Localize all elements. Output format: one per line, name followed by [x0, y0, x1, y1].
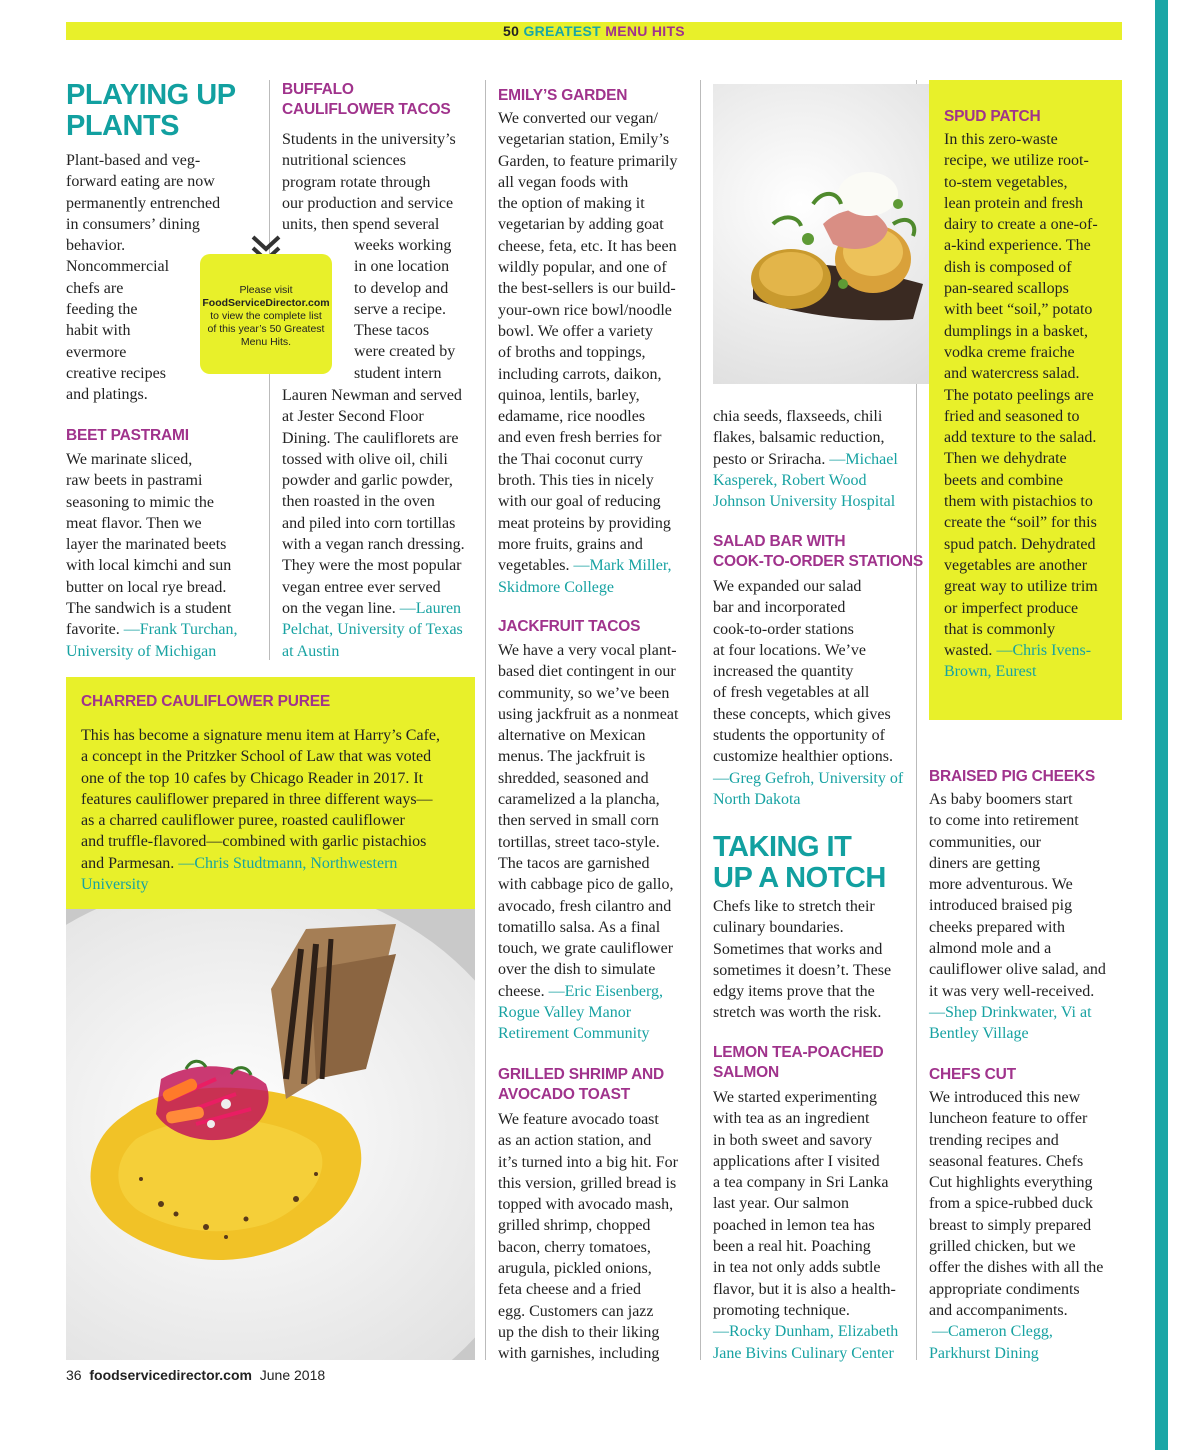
text-line: and even fresh berries for	[498, 429, 662, 447]
text-line: chia seeds, flaxseeds, chili	[713, 408, 883, 425]
text-line: edamame, rice noodles	[498, 408, 646, 426]
text-line: We marinate sliced,	[66, 451, 193, 468]
text-line: last year. Our salmon	[713, 1195, 849, 1213]
text-line: cook-to-order stations	[713, 620, 854, 638]
heading-line: COOK-TO-ORDER STATIONS	[713, 553, 924, 570]
beet-pastrami-text	[66, 449, 266, 662]
text-line: In this zero-waste	[944, 131, 1058, 148]
text-line: it’s turned into a big hit. For	[498, 1153, 678, 1171]
buffalo-text-narrow	[354, 235, 482, 384]
credit: Skidmore College	[498, 578, 614, 596]
heading-jackfruit-tacos: JACKFRUIT TACOS	[498, 618, 641, 635]
text-line: wildly popular, and one of	[498, 259, 667, 277]
text-line: beets and combine	[944, 471, 1064, 489]
taking-it-up-intro-text	[713, 896, 913, 1024]
column-divider	[700, 80, 701, 1360]
heading-line: CAULIFLOWER TACOS	[282, 101, 451, 118]
text-line: appropriate condiments	[929, 1280, 1080, 1298]
text-line: vegetarian station, Emily’s	[498, 131, 670, 149]
edge-stripe	[1155, 0, 1168, 1450]
text-line: forward eating are now	[66, 173, 215, 191]
text-line: chefs are	[66, 279, 124, 297]
text-line: bar and incorporated	[713, 599, 846, 617]
text-line: weeks working	[354, 237, 452, 254]
text-line: vegan entree ever served	[282, 578, 441, 596]
text-line: avocado, fresh cilantro and	[498, 897, 672, 915]
text-line: permanently entrenched	[66, 194, 221, 212]
credit: Bentley Village	[929, 1025, 1029, 1043]
text-line: this version, grilled bread is	[498, 1174, 677, 1192]
credit: —Chris Studtmann, Northwestern	[178, 854, 398, 872]
text-line: They were the most popular	[282, 557, 462, 575]
text-line: vegetarian by adding goat	[498, 216, 664, 234]
text-line: cheese, feta, etc. It has been	[498, 237, 677, 255]
text-line: The sandwich is a student	[66, 600, 232, 618]
heading-beet-pastrami: BEET PASTRAMI	[66, 427, 189, 444]
text-span: and Parmesan.	[81, 854, 175, 872]
title-line: TAKING IT	[713, 831, 852, 863]
text-line: these concepts, which gives	[713, 705, 891, 723]
text-line: with a vegan ranch dressing.	[282, 536, 465, 554]
text-line: all vegan foods with	[498, 173, 629, 191]
text-line: We started experimenting	[713, 1089, 877, 1106]
text-line: and watercress salad.	[944, 365, 1080, 383]
text-line: dish is composed of	[944, 258, 1072, 276]
text-line: topped with avocado mash,	[498, 1196, 674, 1214]
text-line: These tacos	[354, 322, 430, 340]
text-line: edgy items prove that the	[713, 983, 875, 1001]
text-line: meat flavor. Then we	[66, 514, 202, 532]
text-line: or imperfect produce	[944, 599, 1079, 617]
credit: —Cameron Clegg,	[932, 1323, 1053, 1341]
text-line: shredded, seasoned and	[498, 769, 649, 787]
credit: University	[81, 876, 149, 894]
text-line: using jackfruit as a nonmeat	[498, 705, 679, 723]
heading-spud-patch: SPUD PATCH	[944, 108, 1041, 125]
text-line: units, then spend several	[282, 216, 440, 234]
credit: Kasperek, Robert Wood	[713, 471, 867, 489]
text-line: communities, our	[929, 833, 1041, 851]
text-line	[282, 598, 482, 619]
website-link[interactable]: FoodServiceDirector.com	[202, 297, 330, 309]
text-line: grilled chicken, but we	[929, 1238, 1076, 1256]
text-line: Noncommercial	[66, 258, 170, 276]
text-line: Cut highlights everything	[929, 1174, 1093, 1192]
title-line: PLANTS	[66, 110, 179, 142]
text-line: it was very well-received.	[929, 982, 1095, 1000]
heading-line: BUFFALO	[282, 81, 354, 98]
text-line: with our goal of reducing	[498, 493, 661, 511]
heading-line: GRILLED SHRIMP AND	[498, 1066, 665, 1083]
text-line: to-stem vegetables,	[944, 173, 1068, 191]
credit: Johnson University Hospital	[713, 493, 896, 511]
text-line: your-own rice bowl/noodle	[498, 301, 672, 319]
text-line: over the dish to simulate	[498, 961, 656, 979]
text-line: trending recipes and	[929, 1131, 1059, 1149]
text-line: Chefs like to stretch their	[713, 898, 875, 915]
credit: Rogue Valley Manor	[498, 1004, 632, 1022]
banner-menu-hits: MENU HITS	[605, 23, 685, 39]
text-line: dumplings in a basket,	[944, 322, 1088, 340]
text-line: raw beets in pastrami	[66, 472, 203, 490]
cauliflower-puree-photo	[66, 909, 475, 1360]
text-line: introduced braised pig	[929, 897, 1073, 915]
text-line: creative recipes	[66, 364, 166, 382]
text-line: a-kind experience. The	[944, 237, 1091, 255]
heading-emilys-garden: EMILY’S GARDEN	[498, 87, 628, 104]
text-line: applications after I visited	[713, 1152, 880, 1170]
callout-line: of this year’s 50 Greatest	[207, 323, 325, 335]
text-line: butter on local rye bread.	[66, 578, 227, 596]
text-line: nutritional sciences	[282, 152, 406, 170]
text-line: Lauren Newman and served	[282, 387, 462, 404]
text-line: up the dish to their liking	[498, 1323, 660, 1341]
section-banner	[66, 22, 1122, 40]
text-line: were created by	[354, 343, 456, 361]
text-span: favorite.	[66, 621, 120, 639]
credit: Brown, Eurest	[944, 663, 1037, 681]
banner-greatest: GREATEST	[523, 23, 602, 39]
text-line: seasonal features. Chefs	[929, 1152, 1084, 1170]
text-line: as an action station, and	[498, 1132, 652, 1150]
charred-cauliflower-text	[81, 725, 466, 895]
text-line: at Jester Second Floor	[282, 408, 424, 426]
text-line: The tacos are garnished	[498, 854, 650, 872]
text-line: arugula, pickled onions,	[498, 1260, 652, 1278]
text-line: pan-seared scallops	[944, 280, 1069, 298]
text-line: them with pistachios to	[944, 493, 1093, 511]
text-line: based diet contingent in our	[498, 663, 676, 681]
text-line: feta cheese and a fried	[498, 1281, 642, 1299]
lemon-tea-salmon-text	[713, 1087, 913, 1364]
text-line: more fruits, grains and	[498, 535, 643, 553]
text-line: one of the top 10 cafes by Chicago Reader in 2017. It	[81, 769, 424, 787]
text-line: and platings.	[66, 386, 148, 404]
text-line: the best-sellers is our build-	[498, 280, 676, 298]
text-line: dairy to create a one-of-	[944, 216, 1098, 234]
text-line: the Thai coconut curry	[498, 450, 643, 468]
credit: —Frank Turchan,	[123, 621, 238, 639]
text-line: in consumers’ dining	[66, 215, 200, 233]
jackfruit-tacos-text	[498, 640, 698, 1045]
visit-website-callout	[200, 254, 332, 374]
text-line: caramelized a la plancha,	[498, 791, 660, 809]
salad-bar-text	[713, 576, 913, 810]
text-line: community, so we’ve been	[498, 684, 670, 702]
text-line: with local kimchi and sun	[66, 557, 232, 575]
credit: —Lauren	[399, 599, 462, 617]
grilled-shrimp-continued-text	[713, 406, 913, 512]
text-line: feeding the	[66, 301, 138, 319]
text-line: The potato peelings are	[944, 386, 1094, 404]
heading-line: AVOCADO TOAST	[498, 1086, 631, 1103]
credit: —Eric Eisenberg,	[548, 982, 663, 1000]
braised-pig-cheeks-text	[929, 789, 1124, 1045]
text-line: a tea company in Sri Lanka	[713, 1174, 889, 1192]
column-divider	[485, 80, 486, 1360]
text-line: from a spice-rubbed duck	[929, 1195, 1093, 1213]
heading-grilled-shrimp-avocado-toast	[498, 1065, 664, 1105]
text-line: student intern	[354, 364, 442, 382]
text-line: Sometimes that works and	[713, 940, 883, 958]
text-line: We converted our vegan/	[498, 110, 658, 127]
text-line: with cabbage pico de gallo,	[498, 876, 674, 894]
text-line: spud patch. Dehydrated	[944, 535, 1096, 553]
text-line: with beet “soil,” potato	[944, 301, 1093, 319]
text-line: breast to simply prepared	[929, 1216, 1092, 1234]
buffalo-text-bottom	[282, 385, 482, 662]
text-line: tomatillo salsa. As a final	[498, 918, 661, 936]
credit: Jane Bivins Culinary Center	[713, 1344, 894, 1362]
text-line: culinary boundaries.	[713, 919, 844, 937]
text-span: cheese.	[498, 982, 545, 1000]
text-line: stretch was worth the risk.	[713, 1004, 882, 1022]
text-line	[498, 555, 698, 576]
credit: —Rocky Dunham, Elizabeth	[713, 1323, 899, 1341]
text-line: in tea not only adds subtle	[713, 1259, 881, 1277]
title-line: UP A NOTCH	[713, 862, 886, 894]
text-line: add texture to the salad.	[944, 429, 1097, 447]
text-line	[713, 449, 913, 470]
page-footer	[66, 1367, 325, 1383]
text-line: We have a very vocal plant-	[498, 642, 677, 659]
buffalo-text-top	[282, 129, 482, 235]
text-line	[944, 640, 1120, 661]
text-line: Students in the university’s	[282, 131, 456, 148]
credit: —Shep Drinkwater, Vi at	[929, 1003, 1092, 1021]
text-line: at four locations. We’ve	[713, 641, 867, 659]
heading-line: SALMON	[713, 1064, 779, 1081]
text-line: diners are getting	[929, 854, 1041, 872]
text-line: evermore	[66, 343, 127, 361]
callout-line: Please visit	[239, 284, 293, 296]
text-line: luncheon feature to offer	[929, 1110, 1088, 1128]
text-line: Then we dehydrate	[944, 450, 1067, 468]
text-line: menus. The jackfruit is	[498, 748, 646, 766]
text-line: touch, we grate cauliflower	[498, 940, 674, 958]
text-line: offer the dishes with all the	[929, 1259, 1104, 1277]
credit: —Michael	[829, 450, 898, 468]
credit: Parkhurst Dining	[929, 1344, 1039, 1362]
text-line: been a real hit. Poaching	[713, 1238, 871, 1256]
text-line: quinoa, lentils, barley,	[498, 386, 640, 404]
heading-chefs-cut: CHEFS CUT	[929, 1066, 1016, 1083]
text-line	[81, 853, 466, 874]
text-line: in one location	[354, 258, 450, 276]
text-line: layer the marinated beets	[66, 536, 227, 554]
text-line: grilled shrimp, chopped	[498, 1217, 651, 1235]
text-line: then roasted in the oven	[282, 493, 435, 511]
text-line: including carrots, daikon,	[498, 365, 662, 383]
text-line: then served in small corn	[498, 812, 659, 830]
footer-site-link[interactable]: foodservicedirector.com	[89, 1367, 252, 1383]
text-line: lean protein and fresh	[944, 194, 1084, 212]
text-span: wasted.	[944, 642, 993, 660]
heading-charred-cauliflower-puree: CHARRED CAULIFLOWER PUREE	[81, 693, 331, 710]
heading-lemon-tea-poached-salmon	[713, 1043, 884, 1083]
title-line: PLAYING UP	[66, 79, 236, 111]
text-line: sometimes it doesn’t. These	[713, 961, 892, 979]
text-line: We feature avocado toast	[498, 1111, 659, 1128]
text-line: create the “soil” for this	[944, 514, 1097, 532]
text-line: and accompaniments.	[929, 1301, 1068, 1319]
section-title-taking-it-up-a-notch	[713, 832, 913, 894]
text-line: bacon, cherry tomatoes,	[498, 1238, 651, 1256]
text-line: meat proteins by providing	[498, 514, 671, 532]
text-line: bowl. We offer a variety	[498, 322, 653, 340]
callout-line: Menu Hits.	[240, 336, 292, 348]
text-line: promoting technique.	[713, 1301, 850, 1319]
credit: Retirement Community	[498, 1025, 650, 1043]
chefs-cut-text	[929, 1087, 1124, 1364]
text-line: of broths and toppings,	[498, 344, 646, 362]
text-line: with garnishes, including	[498, 1345, 660, 1363]
text-line: cheeks prepared with	[929, 918, 1065, 936]
text-line: to come into retirement	[929, 812, 1079, 830]
text-line: the option of making it	[498, 195, 645, 213]
heading-line: LEMON TEA-POACHED	[713, 1044, 884, 1061]
text-line: program rotate through	[282, 173, 431, 191]
text-line: more adventurous. We	[929, 876, 1073, 894]
text-line: Dining. The cauliflorets are	[282, 429, 459, 447]
text-line: a concept in the Pritzker School of Law that was voted	[81, 748, 432, 766]
text-line: of fresh vegetables at all	[713, 684, 870, 702]
text-line: This has become a signature menu item at Harry’s Cafe,	[81, 727, 440, 744]
text-line: to develop and	[354, 279, 449, 297]
text-line: flakes, balsamic reduction,	[713, 429, 885, 447]
text-line: fried and seasoned to	[944, 407, 1080, 425]
text-line: vodka creme fraiche	[944, 343, 1075, 361]
text-line: tossed with olive oil, chili	[282, 450, 448, 468]
text-span: vegetables.	[498, 557, 570, 575]
credit: —Greg Gefroh, University of	[713, 769, 904, 787]
text-line: Garden, to feature primarily	[498, 152, 678, 170]
text-line: features cauliflower prepared in three different ways—	[81, 790, 433, 808]
text-line: in both sweet and savory	[713, 1131, 873, 1149]
text-line: flavor, but it is also a health-	[713, 1280, 896, 1298]
text-line: As baby boomers start	[929, 791, 1073, 808]
credit: North Dakota	[713, 790, 801, 808]
scallops-photo	[713, 84, 929, 384]
text-span: on the vegan line.	[282, 599, 396, 617]
credit: at Austin	[282, 642, 340, 660]
text-line: almond mole and a	[929, 940, 1052, 958]
text-line: that is commonly	[944, 620, 1056, 638]
text-line: with tea as an ingredient	[713, 1110, 870, 1128]
credit: Pelchat, University of Texas	[282, 621, 463, 639]
text-line: alternative on Mexican	[498, 727, 646, 745]
text-line: vegetables are another	[944, 556, 1088, 574]
page-number: 36	[66, 1367, 82, 1383]
text-line: Plant-based and veg-	[66, 152, 201, 169]
text-line: tortillas, street taco-style.	[498, 833, 660, 851]
text-line: habit with	[66, 322, 131, 340]
emilys-garden-text	[498, 108, 698, 598]
heading-buffalo-cauliflower-tacos	[282, 80, 451, 120]
heading-braised-pig-cheeks: BRAISED PIG CHEEKS	[929, 768, 1096, 785]
text-line: our production and service	[282, 194, 454, 212]
callout-line: to view the complete list	[210, 310, 322, 322]
credit: —Chris Ivens-	[996, 642, 1092, 660]
text-line: poached in lemon tea has	[713, 1216, 875, 1234]
text-line: and truffle-flavored—combined with garlic pistachios	[81, 833, 427, 851]
section-title-playing-up-plants	[66, 80, 266, 142]
text-line: egg. Customers can jazz	[498, 1302, 654, 1320]
text-line: recipe, we utilize root-	[944, 152, 1089, 170]
grilled-shrimp-text	[498, 1109, 698, 1365]
spud-patch-text	[944, 129, 1120, 683]
text-line: behavior.	[66, 237, 126, 255]
credit: —Mark Miller,	[573, 557, 672, 575]
text-line: powder and garlic powder,	[282, 472, 453, 490]
text-line: cauliflower olive salad, and	[929, 961, 1106, 979]
credit: University of Michigan	[66, 642, 217, 660]
heading-line: SALAD BAR WITH	[713, 533, 846, 550]
text-span: pesto or Sriracha.	[713, 450, 826, 468]
heading-salad-bar	[713, 532, 923, 572]
text-line: students the opportunity of	[713, 727, 885, 745]
text-line	[498, 981, 698, 1002]
text-line: broth. This ties in nicely	[498, 472, 654, 490]
text-line	[66, 619, 266, 640]
text-line: customize healthier options.	[713, 748, 893, 766]
text-line: as a charred cauliflower puree, roasted cauliflower	[81, 812, 405, 830]
text-line: seasoning to mimic the	[66, 493, 214, 511]
text-line: great way to utilize trim	[944, 578, 1098, 596]
text-line: and piled into corn tortillas	[282, 514, 456, 532]
issue-date: June 2018	[259, 1367, 326, 1383]
banner-number: 50	[503, 23, 520, 39]
text-line: increased the quantity	[713, 663, 854, 681]
text-line: We introduced this new	[929, 1089, 1081, 1106]
text-line: serve a recipe.	[354, 300, 446, 318]
text-line: We expanded our salad	[713, 578, 862, 595]
